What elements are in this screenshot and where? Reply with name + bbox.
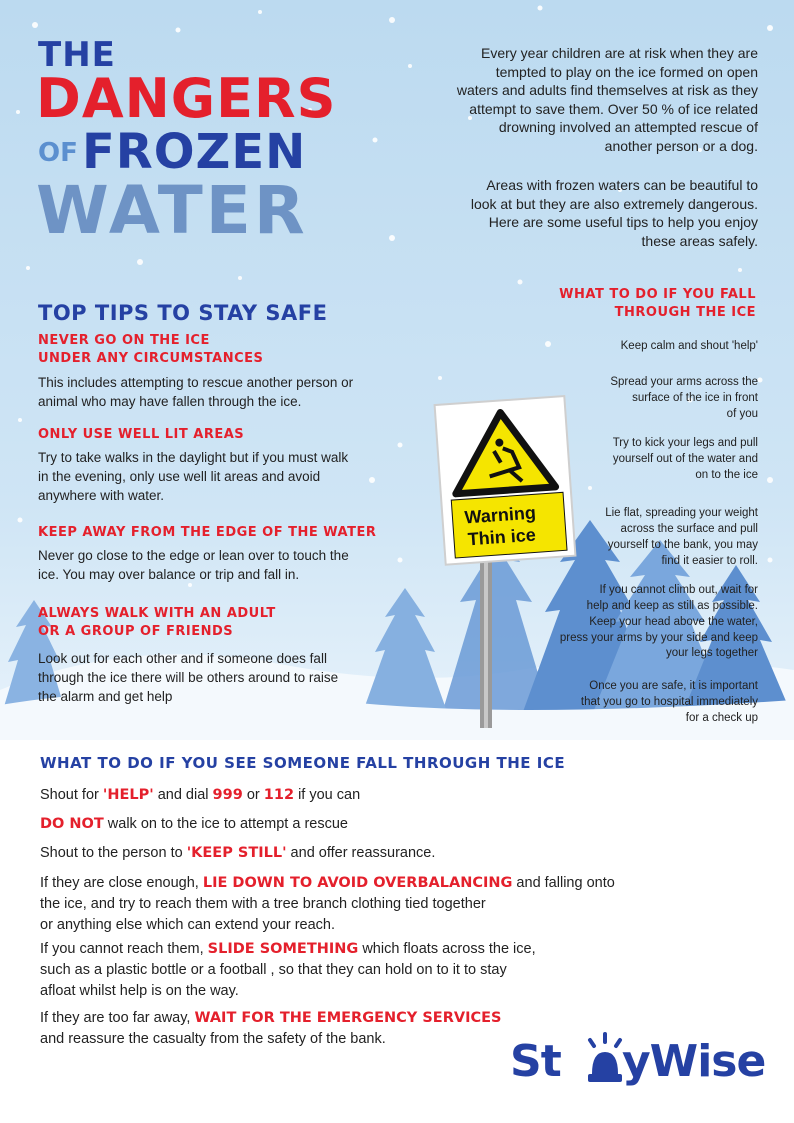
text: Shout to the person to xyxy=(40,845,187,861)
tip-1-body xyxy=(38,374,398,412)
fall-step-line: yourself out of the water and xyxy=(612,452,758,465)
fall-step-6 xyxy=(528,679,758,727)
fall-step-line: If you cannot climb out, wait for xyxy=(599,584,758,596)
intro-line: look at but they are also extremely dangerous. xyxy=(470,195,758,212)
fall-step-line: across the surface and pull xyxy=(620,522,758,535)
intro-line: drowning involved an attempted rescue of xyxy=(498,119,758,136)
tip-heading-line: ALWAYS WALK WITH AN ADULT xyxy=(38,606,276,621)
tip-body-line: anywhere with water. xyxy=(38,487,165,503)
intro-line: Every year children are at risk when they are xyxy=(480,45,758,61)
see-line-4 xyxy=(40,873,700,936)
fall-step-line: Once you are safe, it is important xyxy=(589,680,758,692)
logo-text-ywise: yWise xyxy=(622,1036,766,1087)
intro-paragraph-2 xyxy=(428,176,758,250)
text: walk on to the ice to attempt a rescue xyxy=(103,816,348,832)
tips-title: TOP TIPS TO STAY SAFE xyxy=(38,301,328,325)
tip-2-heading xyxy=(38,426,398,444)
intro-line: tempted to play on the ice formed on open xyxy=(495,63,758,80)
fall-step-line: press your arms by your side and keep xyxy=(559,631,758,644)
tip-body-line: Try to take walks in the daylight but if you must walk xyxy=(38,450,349,465)
text: If they are too far away, xyxy=(40,1010,195,1026)
title-water: WATER xyxy=(36,172,308,249)
tip-3-heading xyxy=(38,524,398,542)
intro-line: these areas safely. xyxy=(641,232,758,249)
fall-step-line: your legs together xyxy=(665,647,758,660)
fall-step-1 xyxy=(528,339,758,355)
text: and dial xyxy=(153,787,213,803)
lie-down-emphasis: LIE DOWN TO AVOID OVERBALANCING xyxy=(202,875,513,891)
help-emphasis: 'HELP' xyxy=(102,787,154,803)
intro-line: Areas with frozen waters can be beautiful to xyxy=(486,177,758,193)
title-of: OF xyxy=(38,138,78,168)
tip-1-heading xyxy=(38,332,398,367)
fall-step-4 xyxy=(528,506,758,569)
fall-step-line: that you go to hospital immediately xyxy=(580,695,758,708)
sign-line-2: Thin ice xyxy=(467,524,537,549)
tip-4-body xyxy=(38,650,398,707)
intro-line: Here are some useful tips to help you enjoy xyxy=(488,214,758,231)
text: and falling onto xyxy=(512,875,615,891)
fall-title xyxy=(516,286,756,321)
fall-step-line: of you xyxy=(726,407,758,420)
fall-step-line: yourself to the bank, you may xyxy=(607,538,758,551)
number-999: 999 xyxy=(212,787,243,803)
text: the ice, and try to reach them with a tree branch clothing tied together xyxy=(40,896,486,913)
fall-step-3 xyxy=(528,436,758,484)
tip-heading-line: OR A GROUP OF FRIENDS xyxy=(38,623,234,639)
tip-heading-line: KEEP AWAY FROM THE EDGE OF THE WATER xyxy=(38,525,377,540)
tip-body-line: This includes attempting to rescue another person or xyxy=(38,375,354,390)
see-line-1 xyxy=(40,785,700,806)
tip-body-line: Look out for each other and if someone does fall xyxy=(38,651,327,666)
fall-step-line: find it easier to roll. xyxy=(661,554,758,567)
fall-step-5 xyxy=(508,583,758,662)
see-line-3 xyxy=(40,843,700,864)
text: or anything else which can extend your reach. xyxy=(40,917,336,934)
tip-body-line: animal who may have fallen through the ice. xyxy=(38,393,302,409)
text: Shout for xyxy=(40,787,103,803)
fall-step-line: Spread your arms across the xyxy=(610,376,758,388)
tip-body-line: the alarm and get help xyxy=(38,688,173,704)
tip-body-line: Never go close to the edge or lean over to touch the xyxy=(38,548,349,563)
see-title: WHAT TO DO IF YOU SEE SOMEONE FALL THROUGH THE ICE xyxy=(40,754,566,772)
text: which floats across the ice, xyxy=(358,941,536,957)
title-dangers: DANGERS xyxy=(36,67,337,130)
fall-step-2 xyxy=(528,375,758,423)
tip-4-heading xyxy=(38,605,398,640)
keep-still-emphasis: 'KEEP STILL' xyxy=(186,845,287,861)
fall-step-line: help and keep as still as possible. xyxy=(586,599,758,612)
see-line-5 xyxy=(40,939,700,1002)
text: if you can xyxy=(294,787,361,803)
wait-emergency-emphasis: WAIT FOR THE EMERGENCY SERVICES xyxy=(194,1010,502,1026)
text: If they are close enough, xyxy=(40,875,203,891)
number-112: 112 xyxy=(263,787,295,803)
tip-body-line: ice. You may over balance or trip and fall in. xyxy=(38,566,300,582)
fall-title-line: WHAT TO DO IF YOU FALL xyxy=(559,287,756,302)
fall-step-line: on to the ice xyxy=(695,468,758,481)
text: such as a plastic bottle or a football , so that they can hold on to it to stay xyxy=(40,962,507,979)
intro-paragraph-1 xyxy=(428,44,758,156)
sign-line-1: Warning xyxy=(463,502,537,528)
intro-line: waters and adults find themselves at risk as they xyxy=(456,82,758,99)
title-frozen: FROZEN xyxy=(82,124,307,180)
text: afloat whilst help is on the way. xyxy=(40,983,239,1000)
tip-body-line: in the evening, only use well lit areas and avoid xyxy=(38,468,321,484)
fall-step-line: Keep your head above the water, xyxy=(589,615,758,628)
fall-step-line: for a check up xyxy=(685,711,758,724)
logo-text-st: St xyxy=(510,1036,561,1087)
fall-step-line: Lie flat, spreading your weight xyxy=(605,507,758,519)
text: If you cannot reach them, xyxy=(40,941,208,957)
text: or xyxy=(242,787,264,803)
fall-step-line: Keep calm and shout 'help' xyxy=(620,340,758,352)
title-the: THE xyxy=(38,35,116,75)
intro-line: another person or a dog. xyxy=(604,138,758,155)
fall-step-line: surface of the ice in front xyxy=(632,391,758,404)
tip-heading-line: ONLY USE WELL LIT AREAS xyxy=(38,427,245,442)
tip-2-body xyxy=(38,449,398,506)
do-not-emphasis: DO NOT xyxy=(40,816,104,832)
see-line-2 xyxy=(40,814,700,835)
tip-heading-line: UNDER ANY CIRCUMSTANCES xyxy=(38,350,264,366)
fall-step-line: Try to kick your legs and pull xyxy=(612,437,758,449)
staywise-logo xyxy=(510,1030,770,1100)
slide-something-emphasis: SLIDE SOMETHING xyxy=(207,941,359,957)
tip-heading-line: NEVER GO ON THE ICE xyxy=(38,333,210,348)
intro-line: attempt to save them. Over 50 % of ice related xyxy=(469,100,758,117)
tip-body-line: through the ice there will be others around to raise xyxy=(38,669,339,685)
text: and offer reassurance. xyxy=(286,845,436,861)
tip-3-body xyxy=(38,547,398,585)
fall-title-line: THROUGH THE ICE xyxy=(614,304,756,320)
text: and reassure the casualty from the safety of the bank. xyxy=(40,1031,386,1048)
